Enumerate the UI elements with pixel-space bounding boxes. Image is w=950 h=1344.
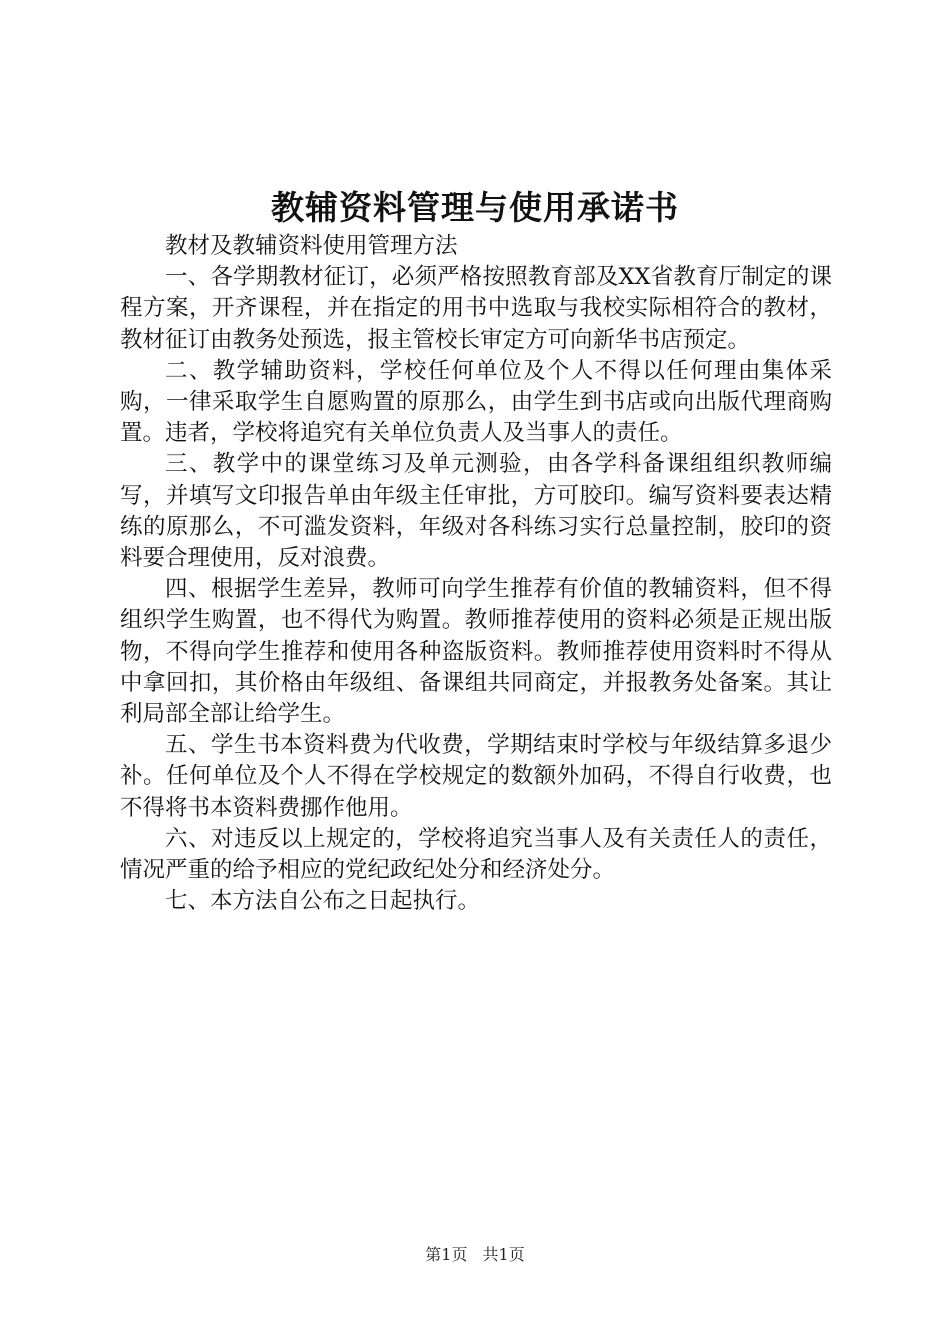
paragraph-item-3: 三、教学中的课堂练习及单元测验，由各学科备课组组织教师编写，并填写文印报告单由年级主任审批，方可胶印。编写资料要表达精练的原那么，不可滥发资料，年级对各科练习实行总量控制，胶印的资料要合理使用，反对浪费。	[120, 451, 832, 572]
page-total: 共1页	[482, 1245, 525, 1264]
page-number: 第1页	[425, 1245, 468, 1264]
page-footer	[0, 1243, 950, 1267]
paragraph-item-1: 一、各学期教材征订，必须严格按照教育部及XX省教育厅制定的课程方案，开齐课程，并在指定的用书中选取与我校实际相符合的教材，教材征订由教务处预选，报主管校长审定方可向新华书店预定。	[120, 264, 832, 353]
paragraph-item-6: 六、对违反以上规定的，学校将追究当事人及有关责任人的责任，情况严重的给予相应的党纪政纪处分和经济处分。	[120, 825, 832, 884]
paragraph-item-4: 四、根据学生差异，教师可向学生推荐有价值的教辅资料，但不得组织学生购置，也不得代为购置。教师推荐使用的资料必须是正规出版物，不得向学生推荐和使用各种盗版资料。教师推荐使用资料时不得从中拿回扣，其价格由年级组、备课组共同商定，并报教务处备案。其让利局部全部让给学生。	[120, 576, 832, 728]
paragraph-item-7: 七、本方法自公布之日起执行。	[165, 888, 481, 915]
paragraph-subtitle: 教材及教辅资料使用管理方法	[165, 233, 458, 259]
document-body	[120, 231, 832, 917]
paragraph-item-5: 五、学生书本资料费为代收费，学期结束时学校与年级结算多退少补。任何单位及个人不得在学校规定的数额外加码，不得自行收费，也不得将书本资料费挪作他用。	[120, 732, 832, 821]
paragraph-item-2: 二、教学辅助资料，学校任何单位及个人不得以任何理由集体采购，一律采取学生自愿购置的原那么，由学生到书店或向出版代理商购置。违者，学校将追究有关单位负责人及当事人的责任。	[120, 357, 832, 447]
document-title: 教辅资料管理与使用承诺书	[271, 188, 679, 227]
